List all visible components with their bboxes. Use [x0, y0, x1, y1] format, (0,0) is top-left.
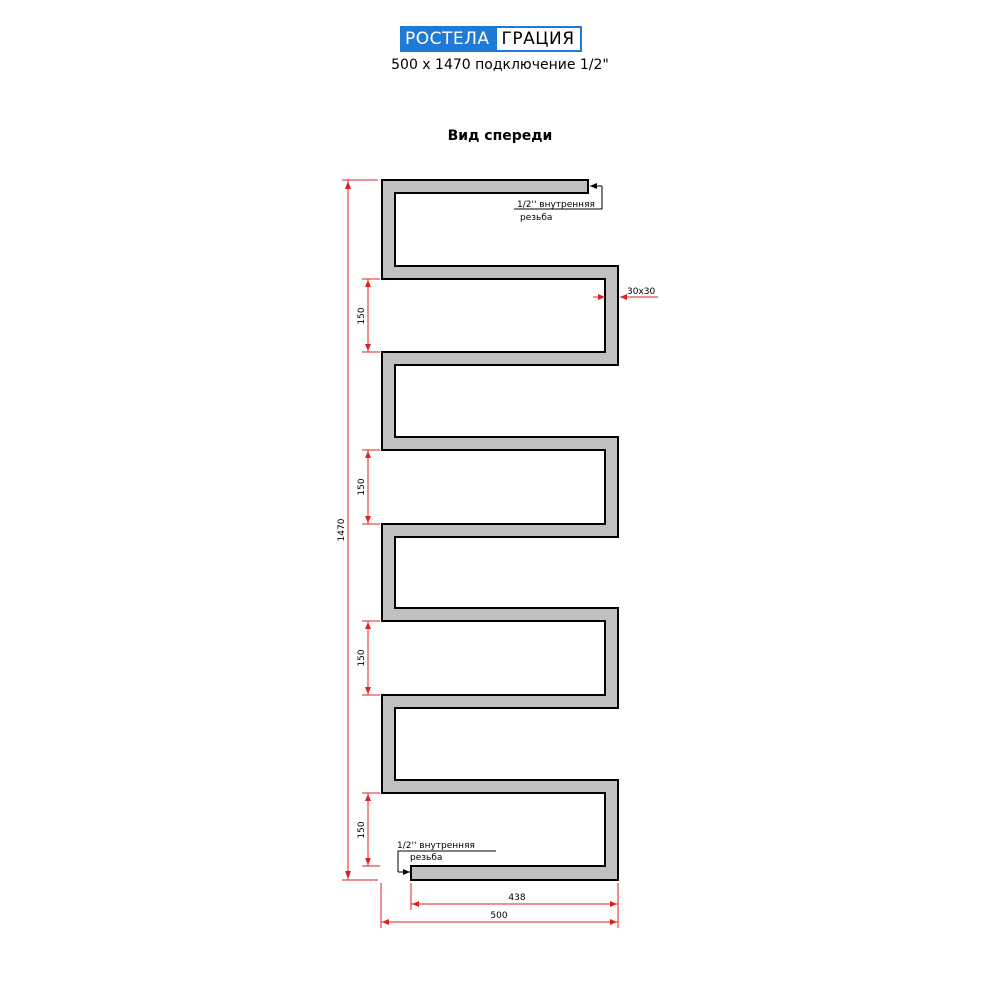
dimension-gap-1: [357, 279, 380, 352]
dimension-gap-2: [357, 450, 380, 524]
radiator-tube: [382, 180, 618, 880]
gap-2-label: 150: [357, 478, 367, 496]
brand-name-left: РОСТЕЛА: [400, 26, 495, 52]
thread-top-label-1: 1/2'' внутренняя: [517, 200, 595, 210]
dimension-gap-4: [357, 793, 380, 866]
profile-label: 30x30: [627, 287, 656, 297]
dimension-gap-3: [357, 621, 380, 695]
total-height-label: 1470: [337, 518, 347, 542]
gap-1-label: 150: [357, 307, 367, 325]
inner-width-label: 438: [508, 893, 526, 903]
gap-4-label: 150: [357, 821, 367, 839]
dimension-inner-width: [411, 883, 618, 910]
brand-name-right: ГРАЦИЯ: [495, 26, 582, 52]
thread-bottom-label-1: 1/2'' внутренняя: [397, 841, 475, 851]
thread-top-label-2: резьба: [520, 213, 553, 223]
model-subtitle: 500 x 1470 подключение 1/2": [391, 57, 609, 73]
profile-callout: [593, 287, 658, 297]
thread-bottom-label-2: резьба: [410, 853, 443, 863]
total-width-label: 500: [490, 911, 508, 921]
view-title: Вид спереди: [447, 128, 553, 144]
gap-3-label: 150: [357, 649, 367, 667]
dimension-total-height: [337, 180, 378, 880]
